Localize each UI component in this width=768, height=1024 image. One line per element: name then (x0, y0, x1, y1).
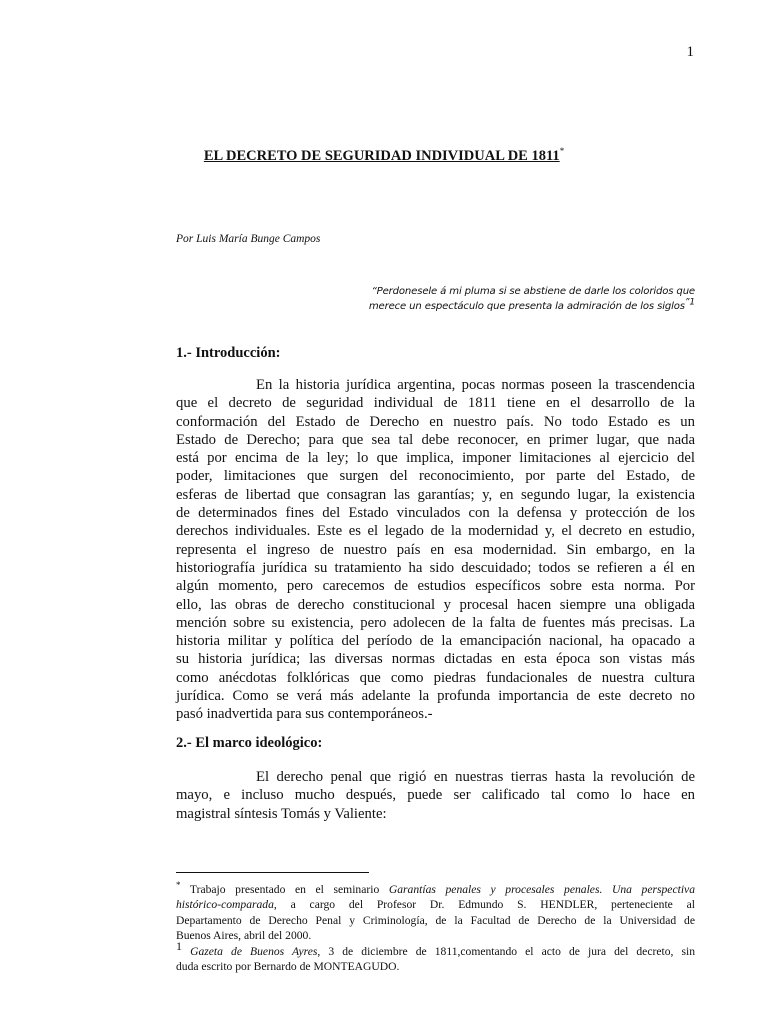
section-heading-marco-ideologico: 2.- El marco ideológico: (176, 735, 323, 751)
section-heading-introduccion: 1.- Introducción: (176, 345, 281, 361)
footnote-line (176, 939, 695, 959)
paragraph-line: representa el ingreso de nuestro país en esa modernidad. Sin embargo, en la (176, 541, 695, 558)
paragraph-line: ello, las obras de derecho constitucional y procesal hacen siempre una obligada (176, 596, 695, 613)
paragraph-line: conformación del Estado de Derecho en nuestro país. No todo Estado es un (176, 413, 695, 430)
footnote-line (176, 882, 695, 897)
footnote-text: , 3 de diciembre de 1811,comentando el acto de jura del decreto, sin (317, 945, 695, 958)
paragraph-line: de determinados fines del Estado vinculados con la defensa y protección de los (176, 505, 695, 522)
footnote-line: duda escrito por Bernardo de MONTEAGUDO. (176, 960, 400, 974)
footnote-italic-title: histórico-comparada (176, 898, 274, 912)
author-line: Por Luis María Bunge Campos (176, 233, 321, 245)
footnote-italic-source: Gazeta de Buenos Ayres (190, 945, 318, 958)
document-title (0, 148, 768, 165)
footnote-text: Trabajo presentado en el seminario (189, 883, 389, 896)
footnote-text: , a cargo del Profesor Dr. Edmundo S. HENDLER, perteneciente al (273, 898, 695, 912)
paragraph-line: historiografía jurídica su tratamiento ha sido descuidado; todos se refieren a él en (176, 559, 695, 576)
title-text: EL DECRETO DE SEGURIDAD INDIVIDUAL DE 1811 (203, 148, 560, 164)
epigraph (350, 284, 695, 314)
paragraph-line: historia militar y política del período de la emancipación nacional, ha opacado a (176, 633, 695, 650)
paragraph-line: Estado de Derecho; para que sea tal debe reconocer, en primer lugar, que nada (176, 431, 695, 448)
footnote-star (176, 882, 695, 944)
epigraph-line: “Perdonesele á mi pluma si se abstiene de darle los coloridos que (371, 286, 695, 297)
footnote-mark: * (176, 880, 181, 891)
paragraph-line: mención sobre su existencia, pero adolecen de la falta de fuentes más precisas. La (176, 614, 695, 631)
paragraph-line: está por encima de la ley; lo que implica, imponer limitaciones al ejercicio del (176, 450, 695, 467)
paragraph-line: poder, limitaciones que surgen del reconocimiento, por parte del Estado, de (176, 468, 695, 485)
paragraph-line: esferas de libertad que consagran las garantías; y, en segundo lugar, la existencia (176, 486, 695, 503)
footnote-mark: 1 (176, 939, 182, 954)
paragraph-introduccion (176, 376, 695, 724)
paragraph-line: El derecho penal que rigió en nuestras tierras hasta la revolución de (256, 769, 695, 785)
paragraph-line: magistral síntesis Tomás y Valiente: (176, 805, 387, 822)
paragraph-line: En la historia jurídica argentina, pocas normas poseen la trascendencia (256, 377, 695, 393)
footnote-line: Departamento de Derecho Penal y Criminología, de la Facultad de Derecho de la Universidad de (176, 913, 695, 927)
footnote-separator (176, 872, 369, 873)
paragraph-line: como anécdotas folklóricas que como piedras fundacionales de nuestra cultura (176, 669, 695, 686)
title-footnote-mark: * (559, 146, 565, 157)
paragraph-line: mayo, e incluso mucho después, puede ser calificado tal como lo hace en (176, 787, 695, 804)
footnote-italic-title: Garantías penales y procesales penales. Una perspectiva (388, 883, 695, 896)
epigraph-line-text: merece un espectáculo que presenta la admiración de los siglos (368, 301, 685, 312)
paragraph-line: algún momento, pero carecemos de estudios específicos sobre esta norma. Por (176, 578, 695, 595)
paragraph-line: que el decreto de seguridad individual de 1811 tiene en el desarrollo de la (176, 395, 695, 412)
footnote-line: Buenos Aires, abril del 2000. (176, 929, 312, 943)
footnote-1 (176, 939, 695, 975)
paragraph-line: derechos individuales. Este es el legado de la modernidad y, el decreto en estudio, (176, 523, 695, 540)
paragraph-line: su historia jurídica; las diversas normas dictadas en esta época son vistas más (176, 651, 695, 668)
paragraph-line: jurídica. Como se verá más adelante la profunda importancia de este decreto no (176, 688, 695, 705)
epigraph-footnote-mark: ”1 (684, 297, 695, 308)
page-number: 1 (686, 44, 694, 60)
epigraph-line (350, 299, 695, 314)
footnote-line (176, 897, 695, 912)
paragraph-marco-ideologico (176, 768, 695, 823)
paragraph-line: pasó inadvertida para sus contemporáneos.- (176, 706, 433, 723)
